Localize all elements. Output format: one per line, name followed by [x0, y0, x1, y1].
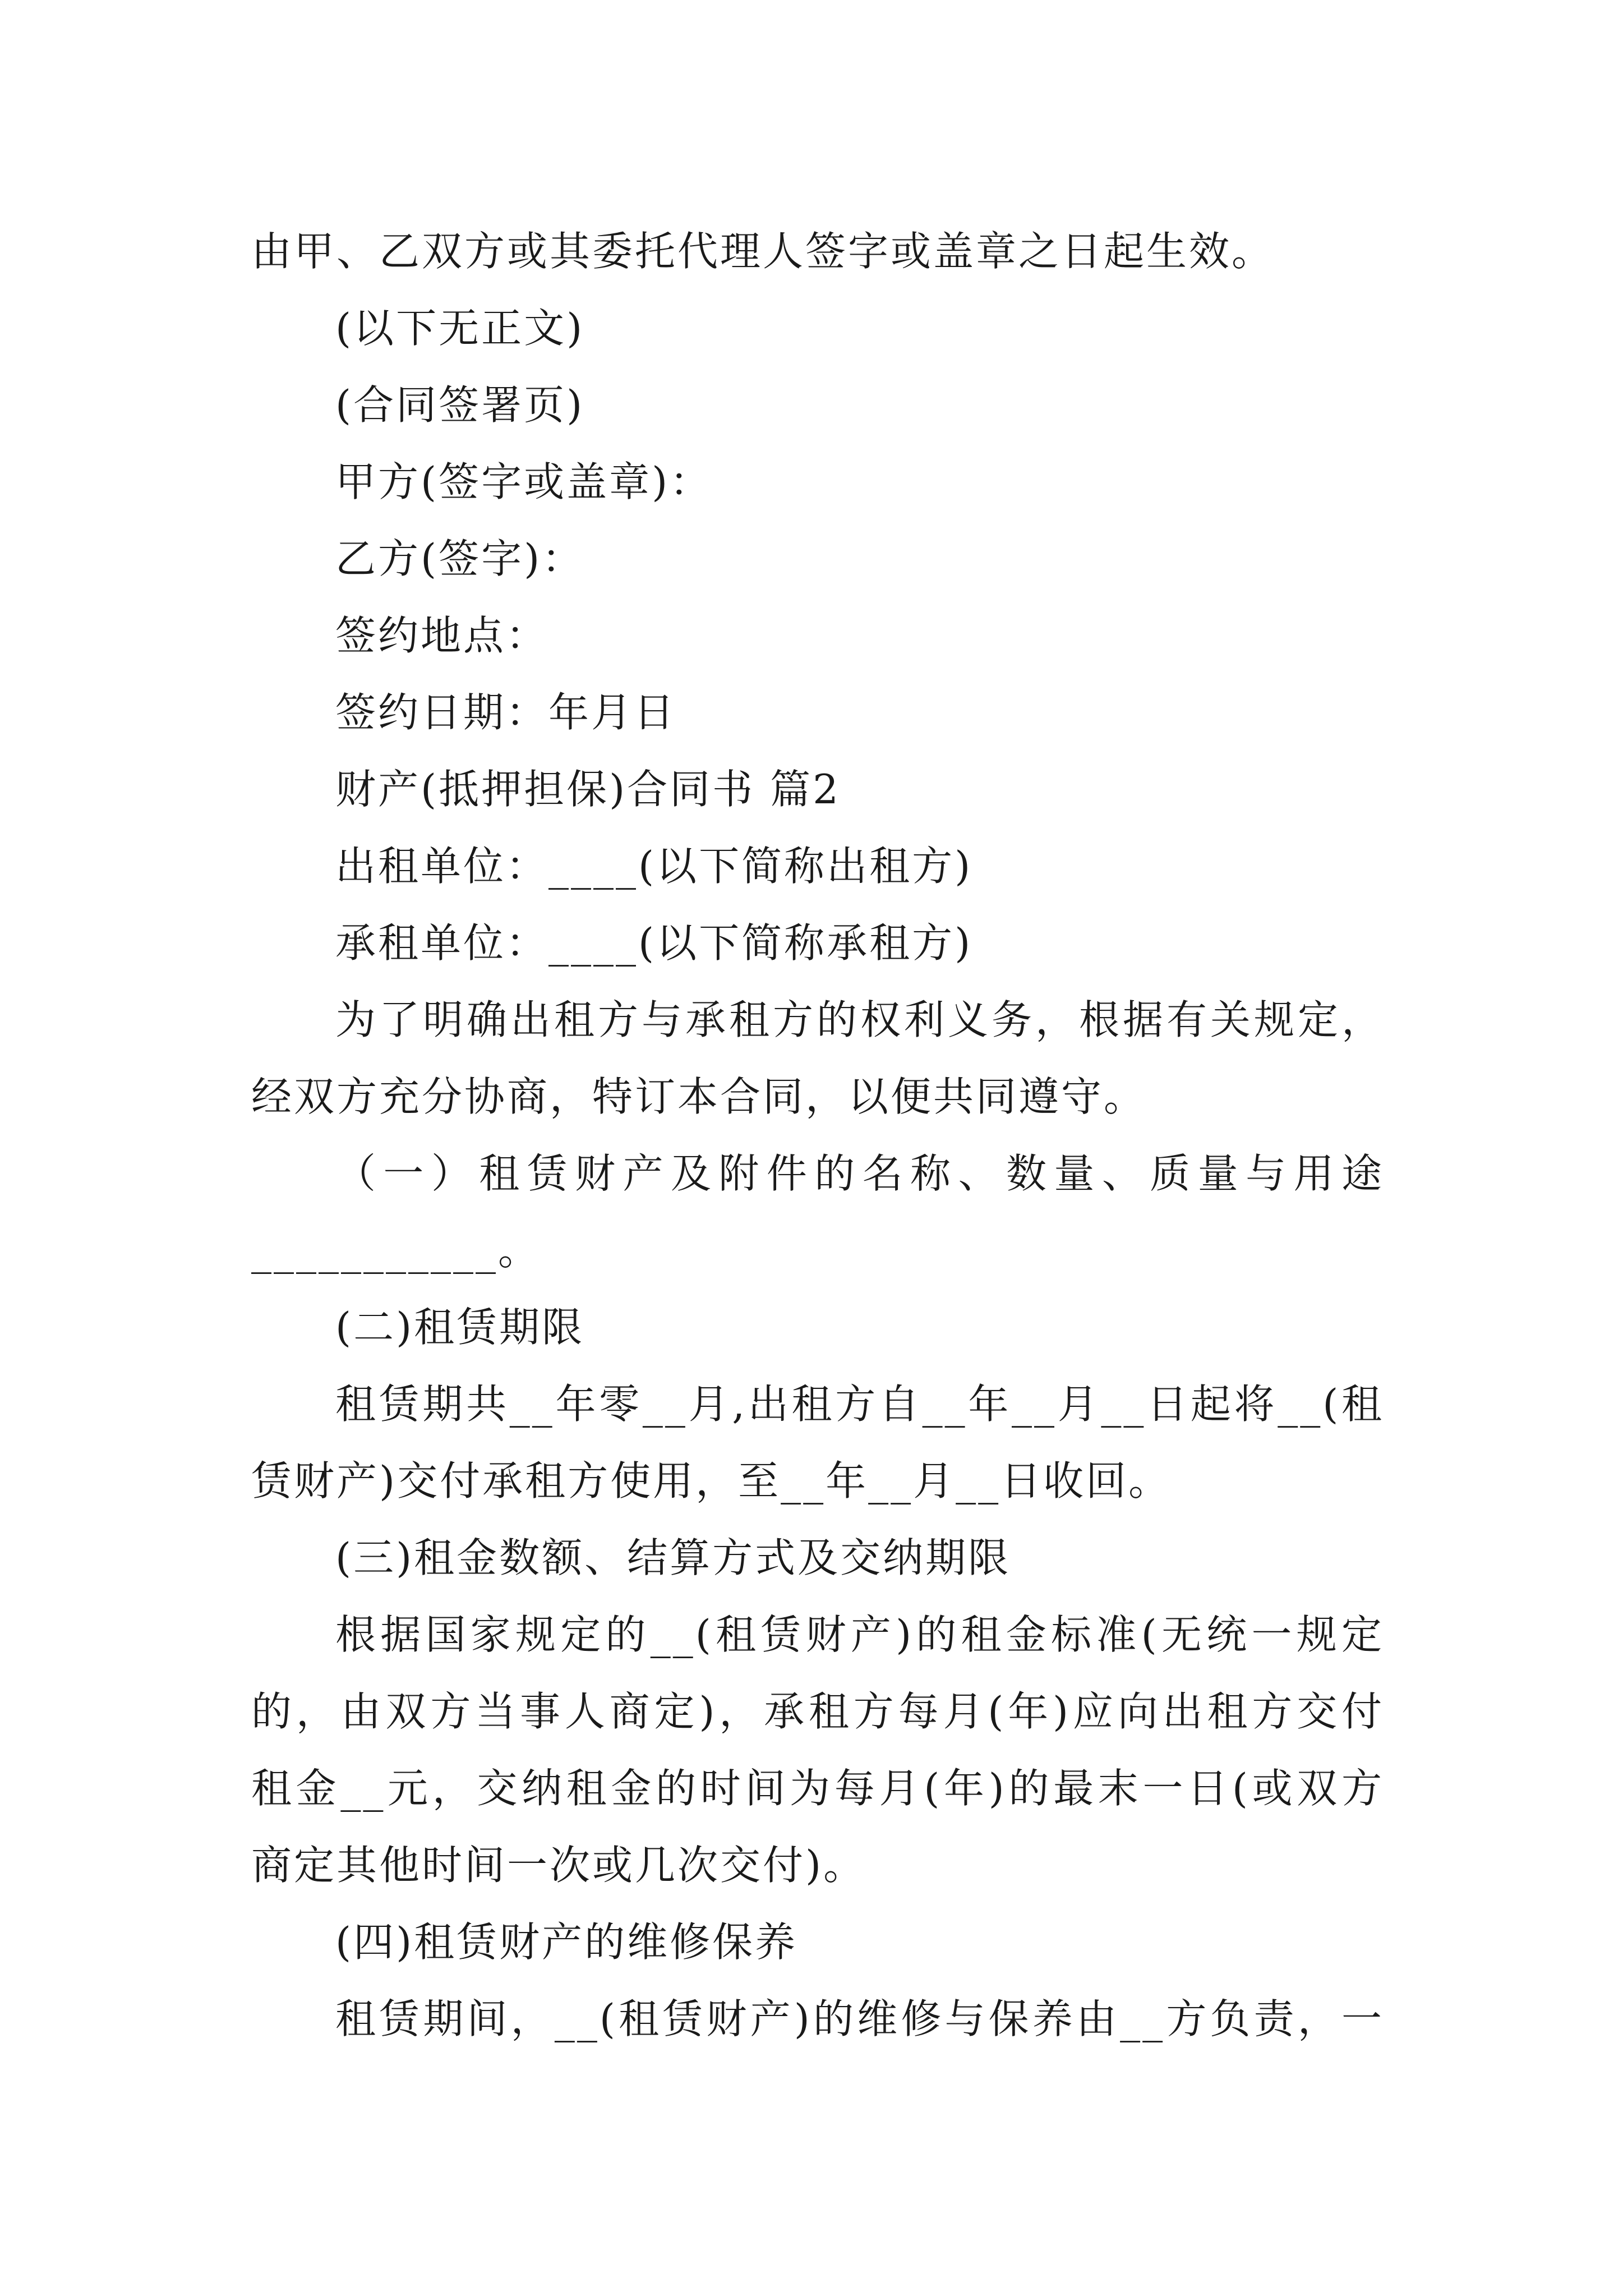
- paragraph-lessee: 承租单位：____(以下简称承租方): [335, 919, 973, 967]
- paragraph-clause-3-line-2: 的，由双方当事人商定)，承租方每月(年)应向出租方交付: [251, 1688, 1384, 1735]
- paragraph-lessor: 出租单位：____(以下简称出租方): [335, 843, 973, 890]
- paragraph-clause-2-line-2: 赁财产)交付承租方使用，至__年__月__日收回。: [251, 1457, 1172, 1504]
- paragraph-clause-3-line-3: 租金__元，交纳租金的时间为每月(年)的最末一日(或双方: [251, 1765, 1384, 1812]
- paragraph-purpose-line-1: 为了明确出租方与承租方的权利义务，根据有关规定，: [335, 996, 1384, 1043]
- paragraph-purpose-line-2: 经双方充分协商，特订本合同，以便共同遵守。: [251, 1073, 1147, 1120]
- section-title-contract-2: 财产(抵押担保)合同书 篇2: [335, 766, 841, 813]
- heading-clause-4: (四)租赁财产的维修保养: [335, 1918, 798, 1966]
- paragraph-no-text-below: (以下无正文): [335, 305, 585, 352]
- paragraph-effective-clause: 由甲、乙双方或其委托代理人签字或盖章之日起生效。: [251, 228, 1275, 275]
- paragraph-clause-1-line-2: ___________。: [251, 1227, 541, 1274]
- document-body: [251, 213, 1384, 2058]
- paragraph-clause-3-line-1: 根据国家规定的__(租赁财产)的租金标准(无统一规定: [335, 1611, 1384, 1658]
- paragraph-clause-4-line-1: 租赁期间，__(租赁财产)的维修与保养由__方负责，一: [335, 1995, 1384, 2042]
- paragraph-clause-2-line-1: 租赁期共__年零__月,出租方自__年__月__日起将__(租: [335, 1381, 1384, 1428]
- paragraph-signature-page: (合同签署页): [335, 381, 585, 429]
- paragraph-signing-place: 签约地点：: [335, 612, 549, 659]
- heading-clause-3: (三)租金数额、结算方式及交纳期限: [335, 1534, 1011, 1581]
- paragraph-clause-1-line-1: （一）租赁财产及附件的名称、数量、质量与用途: [335, 1150, 1384, 1197]
- paragraph-party-b-signature: 乙方(签字)：: [335, 535, 585, 582]
- paragraph-signing-date: 签约日期：年月日: [335, 689, 677, 736]
- paragraph-clause-3-line-4: 商定其他时间一次或几次交付)。: [251, 1842, 866, 1889]
- heading-clause-2: (二)租赁期限: [335, 1304, 585, 1351]
- paragraph-party-a-signature: 甲方(签字或盖章)：: [335, 458, 713, 505]
